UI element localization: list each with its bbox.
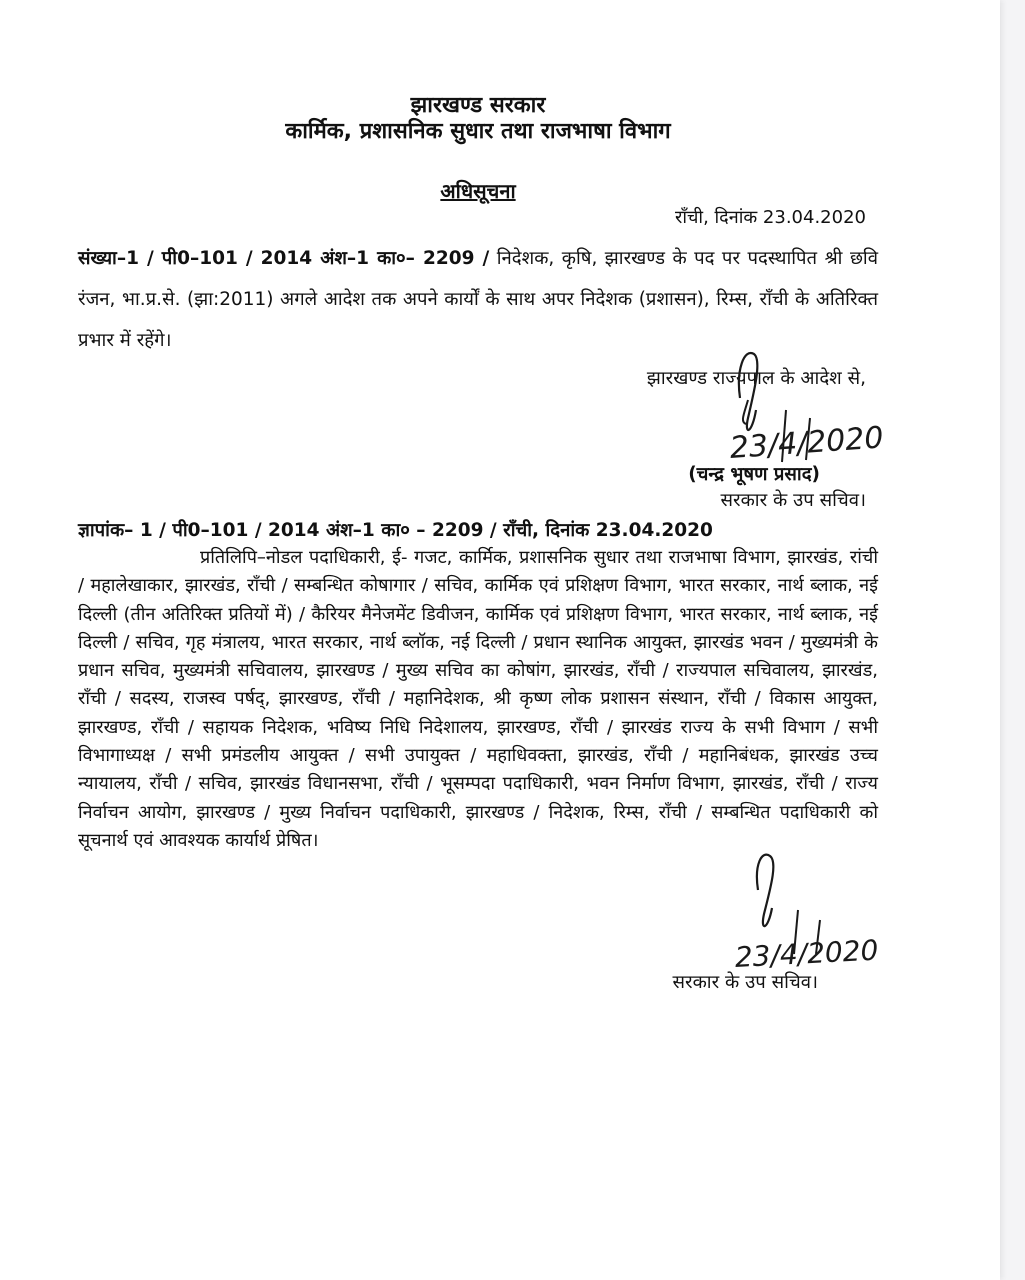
department-heading: कार्मिक, प्रशासनिक सुधार तथा राजभाषा विभाग: [285, 119, 671, 144]
signatory-designation: सरकार के उप सचिव।: [720, 490, 866, 511]
signatory-name: (चन्द्र भूषण प्रसाद): [688, 464, 820, 485]
signature-2-stroke: [757, 855, 773, 927]
government-heading: झारखण्ड सरकार: [410, 93, 546, 118]
signature-1-date: [728, 418, 885, 468]
notification-title-text: अधिसूचना: [440, 179, 516, 203]
signature-2-date-text: 23/4/2020: [734, 933, 880, 975]
memo-signatory-designation: सरकार के उप सचिव।: [672, 972, 818, 993]
signature-1-date-text: 23/4/2020: [728, 420, 885, 467]
notification-text: निदेशक, कृषि, झारखण्ड के पद पर पदस्थापित श्री छवि रंजन, भा.प्र.से. (झा:2011) अगले आदेश तक अपने कार्यों के साथ अपर निदेशक (प्रशासन), रिम्स, राँची के अतिरिक्त प्रभार में रहेंगे।: [78, 248, 878, 351]
notification-title: [78, 178, 878, 204]
memo-number-line: ज्ञापांक– 1 / पी0–101 / 2014 अंश–1 का० – 2209 / राँची, दिनांक 23.04.2020: [78, 520, 713, 541]
governor-order-line: झारखण्ड राज्यपाल के आदेश से,: [646, 368, 866, 389]
notification-date: राँची, दिनांक 23.04.2020: [674, 207, 866, 228]
copy-distribution-text: प्रतिलिपि–नोडल पदाधिकारी, ई- गजट, कार्मिक, प्रशासनिक सुधार तथा राजभाषा विभाग, झारखंड, रांची / महालेखाकार, झारखंड, राँची / सम्बन्धित कोषागार / सचिव, कार्मिक एवं प्रशिक्षण विभाग, भारत सरकार, नार्थ ब्लाक, नई दिल्ली (तीन अतिरिक्त प्रतियों में) / कैरियर मैनेजमेंट डिवीजन, कार्मिक एवं प्रशिक्षण विभाग, भारत सरकार, नार्थ ब्लाक, नई दिल्ली / सचिव, गृह मंत्रालय, भारत सरकार, नार्थ ब्लॉक, नई दिल्ली / प्रधान स्थानिक आयुक्त, झारखंड भवन / मुख्यमंत्री के प्रधान सचिव, मुख्यमंत्री सचिवालय, झारखण्ड / मुख्य सचिव का कोषांग, झारखंड, राँची / राज्यपाल सचिवालय, झारखंड, राँची / सदस्य, राजस्व पर्षद्, झारखण्ड, राँची / महानिदेशक, श्री कृष्ण लोक प्रशासन संस्थान, राँची / विकास आयुक्त, झारखण्ड, राँची / सहायक निदेशक, भविष्य निधि निदेशालय, झारखण्ड, राँची / झारखंड राज्य के सभी विभाग / सभी विभागाध्यक्ष / सभी प्रमंडलीय आयुक्त / सभी उपायुक्त / महाधिवक्ता, झारखंड, राँची / महानिबंधक, झारखंड उच्च न्यायालय, राँची / सचिव, झारखंड विधानसभा, राँची / भूसम्पदा पदाधिकारी, भवन निर्माण विभाग, झारखंड, राँची / राज्य निर्वाचन आयोग, झारखण्ड / मुख्य निर्वाचन पदाधिकारी, झारखण्ड / निदेशक, रिम्स, राँची / सम्बन्धित पदाधिकारी को सूचनार्थ एवं आवश्यक कार्यार्थ प्रेषित।: [78, 547, 878, 851]
notification-number: संख्या–1 / पी0–101 / 2014 अंश–1 का०– 2209 /: [78, 248, 490, 269]
